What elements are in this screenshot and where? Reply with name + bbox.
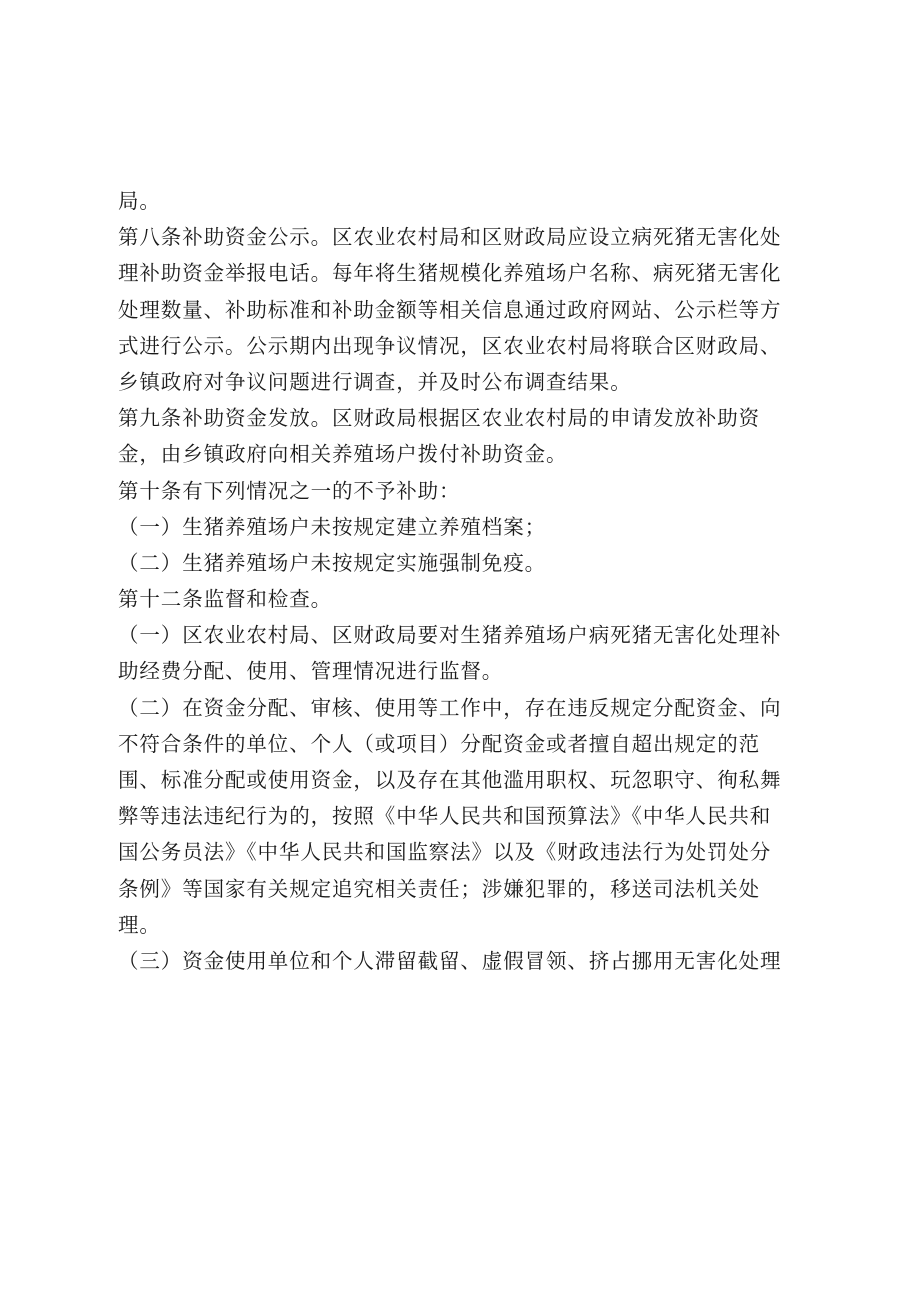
text-line: 国公务员法》《中华人民共和国监察法》以及《财政违法行为处罚处分 [118,840,772,865]
text-line: 不符合条件的单位、个人（或项目）分配资金或者擅自超出规定的范 [118,731,760,756]
text-line: 理。 [118,912,161,937]
text-line: 局。 [118,189,161,213]
text-line: （三）资金使用单位和个人滞留截留、虚假冒领、挤占挪用无害化处理 [118,948,782,973]
text-line: 条例》等国家有关规定追究相关责任；涉嫌犯罪的，移送司法机关处 [118,876,760,901]
text-line: （二）生猪养殖场户未按规定实施强制免疫。 [118,550,546,575]
text-line: 理补助资金举报电话。每年将生猪规模化养殖场户名称、病死猪无害化 [118,261,782,286]
text-line: 助经费分配、使用、管理情况进行监督。 [118,659,504,684]
text-line: 第八条补助资金公示。区农业农村局和区财政局应设立病死猪无害化处 [118,225,782,250]
text-line: 乡镇政府对争议问题进行调查，并及时公布调查结果。 [118,369,632,394]
document-body [118,183,798,979]
text-line: 第十条有下列情况之一的不予补助： [118,478,461,503]
text-line: 处理数量、补助标准和补助金额等相关信息通过政府网站、公示栏等方 [118,297,782,322]
text-line: 第九条补助资金发放。区财政局根据区农业农村局的申请发放补助资 [118,406,760,431]
text-line: 第十二条监督和检查。 [118,587,332,612]
text-line: 弊等违法违纪行为的，按照《中华人民共和国预算法》《中华人民共和 [118,804,772,829]
text-line: （一）区农业农村局、区财政局要对生猪养殖场户病死猪无害化处理补 [118,623,782,648]
text-line: 式进行公示。公示期内出现争议情况，区农业农村局将联合区财政局、 [118,333,782,358]
text-line: （一）生猪养殖场户未按规定建立养殖档案； [118,514,546,539]
text-line: 围、标准分配或使用资金，以及存在其他滥用职权、玩忽职守、徇私舞 [118,768,782,792]
text-line: （二）在资金分配、审核、使用等工作中，存在违反规定分配资金、向 [118,695,782,720]
text-line: 金，由乡镇政府向相关养殖场户拨付补助资金。 [118,442,568,467]
